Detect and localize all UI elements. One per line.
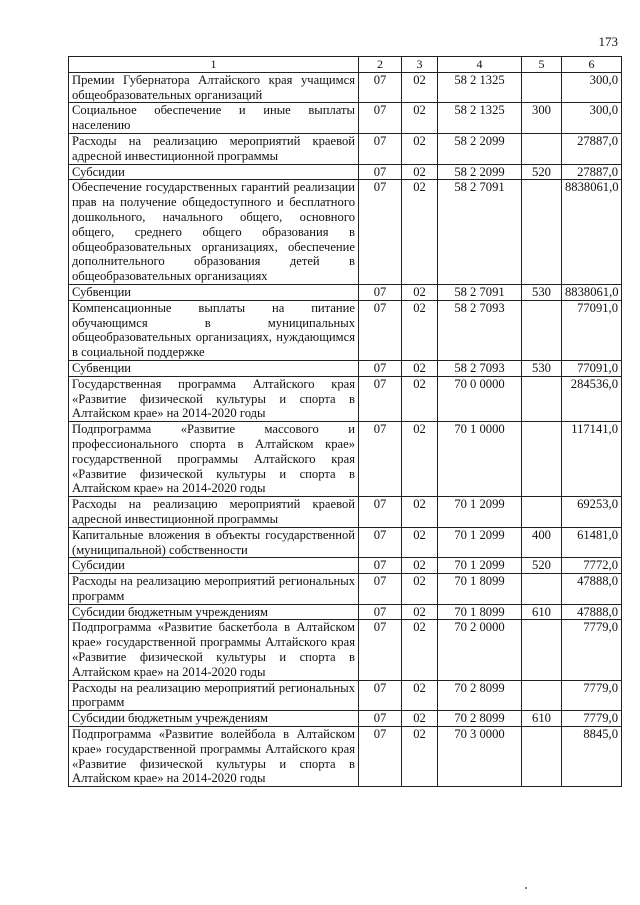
row-subsection-cell: 02 xyxy=(402,284,438,300)
row-section-cell: 07 xyxy=(359,497,402,528)
table-row xyxy=(69,422,622,497)
row-expense-type-cell: 530 xyxy=(522,284,562,300)
row-expense-type-cell xyxy=(522,422,562,497)
row-subsection-cell: 02 xyxy=(402,360,438,376)
column-header-expense-type: 5 xyxy=(522,57,562,73)
table-row xyxy=(69,527,622,558)
row-name-cell: Расходы на реализацию мероприятий региональных программ xyxy=(69,574,359,605)
row-section-cell: 07 xyxy=(359,574,402,605)
row-expense-type-cell: 610 xyxy=(522,711,562,727)
column-header-section: 2 xyxy=(359,57,402,73)
row-amount-cell: 77091,0 xyxy=(562,300,622,360)
row-amount-cell: 27887,0 xyxy=(562,133,622,164)
table-row xyxy=(69,604,622,620)
row-target-article-cell: 70 2 8099 xyxy=(438,680,522,711)
row-name-cell: Расходы на реализацию мероприятий краевой адресной инвестиционной программы xyxy=(69,497,359,528)
table-row xyxy=(69,284,622,300)
row-expense-type-cell xyxy=(522,574,562,605)
row-expense-type-cell xyxy=(522,497,562,528)
row-section-cell: 07 xyxy=(359,680,402,711)
row-section-cell: 07 xyxy=(359,527,402,558)
row-section-cell: 07 xyxy=(359,300,402,360)
row-subsection-cell: 02 xyxy=(402,422,438,497)
row-amount-cell: 8845,0 xyxy=(562,727,622,787)
row-amount-cell: 27887,0 xyxy=(562,164,622,180)
row-section-cell: 07 xyxy=(359,284,402,300)
row-expense-type-cell: 520 xyxy=(522,558,562,574)
table-row xyxy=(69,558,622,574)
row-target-article-cell: 70 1 8099 xyxy=(438,604,522,620)
row-amount-cell: 300,0 xyxy=(562,103,622,134)
row-name-cell: Социальное обеспечение и иные выплаты населению xyxy=(69,103,359,134)
table-row xyxy=(69,133,622,164)
table-row xyxy=(69,376,622,421)
row-section-cell: 07 xyxy=(359,103,402,134)
row-name-cell: Подпрограмма «Развитие баскетбола в Алтайском крае» государственной программы Алтайского края «Развитие физической культуры и спорта в Алтайском крае» на 2014-2020 годы xyxy=(69,620,359,680)
row-expense-type-cell: 300 xyxy=(522,103,562,134)
row-amount-cell: 8838061,0 xyxy=(562,284,622,300)
row-name-cell: Субсидии xyxy=(69,558,359,574)
column-header-subsection: 3 xyxy=(402,57,438,73)
row-target-article-cell: 70 1 0000 xyxy=(438,422,522,497)
row-amount-cell: 61481,0 xyxy=(562,527,622,558)
column-header-name: 1 xyxy=(69,57,359,73)
row-expense-type-cell xyxy=(522,133,562,164)
row-section-cell: 07 xyxy=(359,164,402,180)
row-target-article-cell: 58 2 2099 xyxy=(438,164,522,180)
scan-speck xyxy=(525,887,527,889)
row-name-cell: Компенсационные выплаты на питание обучающимся в муниципальных общеобразовательных организациях, нуждающимся в социальной поддержке xyxy=(69,300,359,360)
row-subsection-cell: 02 xyxy=(402,72,438,103)
row-subsection-cell: 02 xyxy=(402,558,438,574)
row-name-cell: Субвенции xyxy=(69,284,359,300)
row-target-article-cell: 70 2 0000 xyxy=(438,620,522,680)
row-expense-type-cell xyxy=(522,727,562,787)
row-amount-cell: 8838061,0 xyxy=(562,180,622,285)
row-subsection-cell: 02 xyxy=(402,711,438,727)
row-section-cell: 07 xyxy=(359,133,402,164)
row-amount-cell: 7779,0 xyxy=(562,620,622,680)
row-subsection-cell: 02 xyxy=(402,180,438,285)
row-section-cell: 07 xyxy=(359,72,402,103)
row-name-cell: Государственная программа Алтайского края «Развитие физической культуры и спорта в Алтайском крае» на 2014-2020 годы xyxy=(69,376,359,421)
row-name-cell: Капитальные вложения в объекты государственной (муниципальной) собственности xyxy=(69,527,359,558)
row-name-cell: Субсидии бюджетным учреждениям xyxy=(69,711,359,727)
table-row xyxy=(69,180,622,285)
row-target-article-cell: 58 2 1325 xyxy=(438,103,522,134)
row-subsection-cell: 02 xyxy=(402,376,438,421)
row-section-cell: 07 xyxy=(359,558,402,574)
row-target-article-cell: 70 1 2099 xyxy=(438,558,522,574)
row-section-cell: 07 xyxy=(359,376,402,421)
row-amount-cell: 47888,0 xyxy=(562,574,622,605)
budget-table xyxy=(68,56,622,787)
row-target-article-cell: 58 2 7091 xyxy=(438,284,522,300)
row-subsection-cell: 02 xyxy=(402,620,438,680)
row-subsection-cell: 02 xyxy=(402,133,438,164)
row-amount-cell: 69253,0 xyxy=(562,497,622,528)
row-section-cell: 07 xyxy=(359,422,402,497)
row-section-cell: 07 xyxy=(359,711,402,727)
column-header-target-article: 4 xyxy=(438,57,522,73)
table-row xyxy=(69,103,622,134)
row-name-cell: Премии Губернатора Алтайского края учащимся общеобразовательных организаций xyxy=(69,72,359,103)
row-name-cell: Субсидии бюджетным учреждениям xyxy=(69,604,359,620)
row-subsection-cell: 02 xyxy=(402,300,438,360)
row-target-article-cell: 58 2 1325 xyxy=(438,72,522,103)
row-name-cell: Обеспечение государственных гарантий реализации прав на получение общедоступного и бесплатного дошкольного, начального общего, основного общего, среднего общего образования в общеобразовательных организациях, обеспечение дополнительного образования детей в общеобразовательных организациях xyxy=(69,180,359,285)
page-number: 173 xyxy=(598,34,618,49)
table-row xyxy=(69,72,622,103)
row-subsection-cell: 02 xyxy=(402,103,438,134)
table-row xyxy=(69,360,622,376)
row-name-cell: Расходы на реализацию мероприятий краевой адресной инвестиционной программы xyxy=(69,133,359,164)
row-expense-type-cell xyxy=(522,376,562,421)
row-expense-type-cell xyxy=(522,72,562,103)
row-expense-type-cell: 520 xyxy=(522,164,562,180)
row-section-cell: 07 xyxy=(359,360,402,376)
row-amount-cell: 47888,0 xyxy=(562,604,622,620)
row-subsection-cell: 02 xyxy=(402,727,438,787)
row-target-article-cell: 58 2 7093 xyxy=(438,300,522,360)
table-header-row xyxy=(69,57,622,73)
table-row xyxy=(69,497,622,528)
table-row xyxy=(69,727,622,787)
table-row xyxy=(69,620,622,680)
row-target-article-cell: 58 2 7091 xyxy=(438,180,522,285)
row-subsection-cell: 02 xyxy=(402,574,438,605)
row-expense-type-cell xyxy=(522,680,562,711)
row-expense-type-cell xyxy=(522,180,562,285)
row-expense-type-cell: 530 xyxy=(522,360,562,376)
row-target-article-cell: 70 1 8099 xyxy=(438,574,522,605)
row-target-article-cell: 70 0 0000 xyxy=(438,376,522,421)
table-row xyxy=(69,574,622,605)
row-expense-type-cell xyxy=(522,620,562,680)
row-expense-type-cell: 400 xyxy=(522,527,562,558)
row-expense-type-cell: 610 xyxy=(522,604,562,620)
row-amount-cell: 284536,0 xyxy=(562,376,622,421)
row-subsection-cell: 02 xyxy=(402,527,438,558)
row-target-article-cell: 70 1 2099 xyxy=(438,527,522,558)
row-subsection-cell: 02 xyxy=(402,164,438,180)
row-target-article-cell: 70 3 0000 xyxy=(438,727,522,787)
row-section-cell: 07 xyxy=(359,604,402,620)
row-target-article-cell: 70 2 8099 xyxy=(438,711,522,727)
row-section-cell: 07 xyxy=(359,180,402,285)
row-subsection-cell: 02 xyxy=(402,604,438,620)
row-amount-cell: 77091,0 xyxy=(562,360,622,376)
row-amount-cell: 7772,0 xyxy=(562,558,622,574)
row-amount-cell: 300,0 xyxy=(562,72,622,103)
row-amount-cell: 117141,0 xyxy=(562,422,622,497)
row-name-cell: Подпрограмма «Развитие массового и профессионального спорта в Алтайском крае» государственной программы Алтайского края «Развитие физической культуры и спорта в Алтайском крае» на 2014-2020 годы xyxy=(69,422,359,497)
table-row xyxy=(69,680,622,711)
row-section-cell: 07 xyxy=(359,727,402,787)
row-amount-cell: 7779,0 xyxy=(562,711,622,727)
row-target-article-cell: 58 2 7093 xyxy=(438,360,522,376)
table-body xyxy=(69,72,622,786)
row-section-cell: 07 xyxy=(359,620,402,680)
row-target-article-cell: 70 1 2099 xyxy=(438,497,522,528)
column-header-amount: 6 xyxy=(562,57,622,73)
row-expense-type-cell xyxy=(522,300,562,360)
table-row xyxy=(69,164,622,180)
row-name-cell: Расходы на реализацию мероприятий региональных программ xyxy=(69,680,359,711)
row-subsection-cell: 02 xyxy=(402,680,438,711)
table-row xyxy=(69,711,622,727)
row-name-cell: Субвенции xyxy=(69,360,359,376)
row-amount-cell: 7779,0 xyxy=(562,680,622,711)
row-target-article-cell: 58 2 2099 xyxy=(438,133,522,164)
row-name-cell: Подпрограмма «Развитие волейбола в Алтайском крае» государственной программы Алтайского края «Развитие физической культуры и спорта в Алтайском крае» на 2014-2020 годы xyxy=(69,727,359,787)
row-subsection-cell: 02 xyxy=(402,497,438,528)
row-name-cell: Субсидии xyxy=(69,164,359,180)
table-row xyxy=(69,300,622,360)
